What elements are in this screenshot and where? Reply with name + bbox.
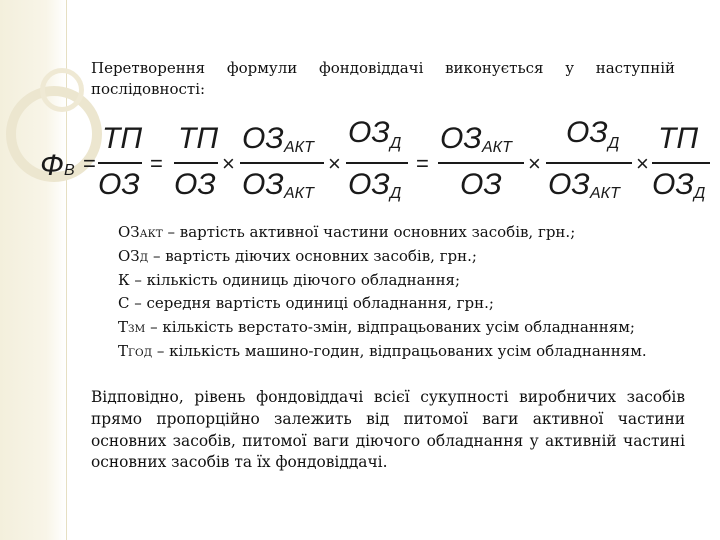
formula-eq: = xyxy=(416,151,429,176)
f3-num: ОЗ xyxy=(242,122,284,155)
f3-num-sub: АКТ xyxy=(284,139,314,156)
formula-lhs-sub: В xyxy=(64,162,75,179)
intro-paragraph: Перетворення формули фондовіддачі виконується у наступній послідовності: xyxy=(91,59,675,98)
formula-times: × xyxy=(636,151,649,176)
f1-den: ОЗ xyxy=(98,168,140,201)
formula-times: × xyxy=(328,151,341,176)
f3-den-sub: АКТ xyxy=(284,185,314,202)
f2-den: ОЗ xyxy=(174,168,216,201)
definition-item: ОЗД – вартість діючих основних засобів, грн.; xyxy=(118,246,477,265)
f2-bar xyxy=(174,162,218,164)
definition-item: К – кількість одиниць діючого обладнання; xyxy=(118,270,461,289)
f4-bar xyxy=(346,162,408,164)
f7-num: ТП xyxy=(658,122,699,155)
f4-den-sub: Д xyxy=(390,185,402,202)
f4-num: ОЗ xyxy=(348,116,390,149)
definition-item: ТГОД – кількість машино-годин, відпрацьованих усім обладнанням. xyxy=(118,341,647,360)
f1-bar xyxy=(98,162,142,164)
formula-lhs: Ф xyxy=(40,149,64,182)
formula xyxy=(40,118,712,214)
f5-den: ОЗ xyxy=(460,168,502,201)
f6-den: ОЗ xyxy=(548,168,590,201)
definitions-list xyxy=(118,222,698,365)
f6-num: ОЗ xyxy=(566,116,608,149)
f6-den-sub: АКТ xyxy=(590,185,620,202)
f4-den: ОЗ xyxy=(348,168,390,201)
f1-num: ТП xyxy=(102,122,143,155)
decorative-ring-small xyxy=(40,68,84,112)
f2-num: ТП xyxy=(178,122,219,155)
f7-den: ОЗ xyxy=(652,168,694,201)
f5-bar xyxy=(438,162,524,164)
f4-num-sub: Д xyxy=(390,135,402,152)
formula-times: × xyxy=(528,151,541,176)
definition-item: С – середня вартість одиниці обладнання, грн.; xyxy=(118,294,494,313)
f6-num-sub: Д xyxy=(608,135,620,152)
f3-bar xyxy=(240,162,324,164)
definition-item: ТЗМ – кількість верстато-змін, відпрацьованих усім обладнанням; xyxy=(118,318,635,337)
formula-eq: = xyxy=(150,151,163,176)
f7-den-sub: Д xyxy=(694,185,706,202)
definition-item: ОЗАКТ – вартість активної частини основних засобів, грн.; xyxy=(118,223,576,241)
f7-bar xyxy=(652,162,710,164)
formula-eq: = xyxy=(83,151,96,176)
f3-den: ОЗ xyxy=(242,168,284,201)
formula-times: × xyxy=(222,151,235,176)
f5-num: ОЗ xyxy=(440,122,482,155)
conclusion-paragraph: Відповідно, рівень фондовіддачі всієї сукупності виробничих засобів прямо пропорційно залежить від питомої ваги активної частини основних засобів, питомої ваги діючого обладнання у активній частині основних засобів та їх фондовіддачі. xyxy=(91,388,685,472)
f5-num-sub: АКТ xyxy=(482,139,512,156)
f6-bar xyxy=(546,162,632,164)
